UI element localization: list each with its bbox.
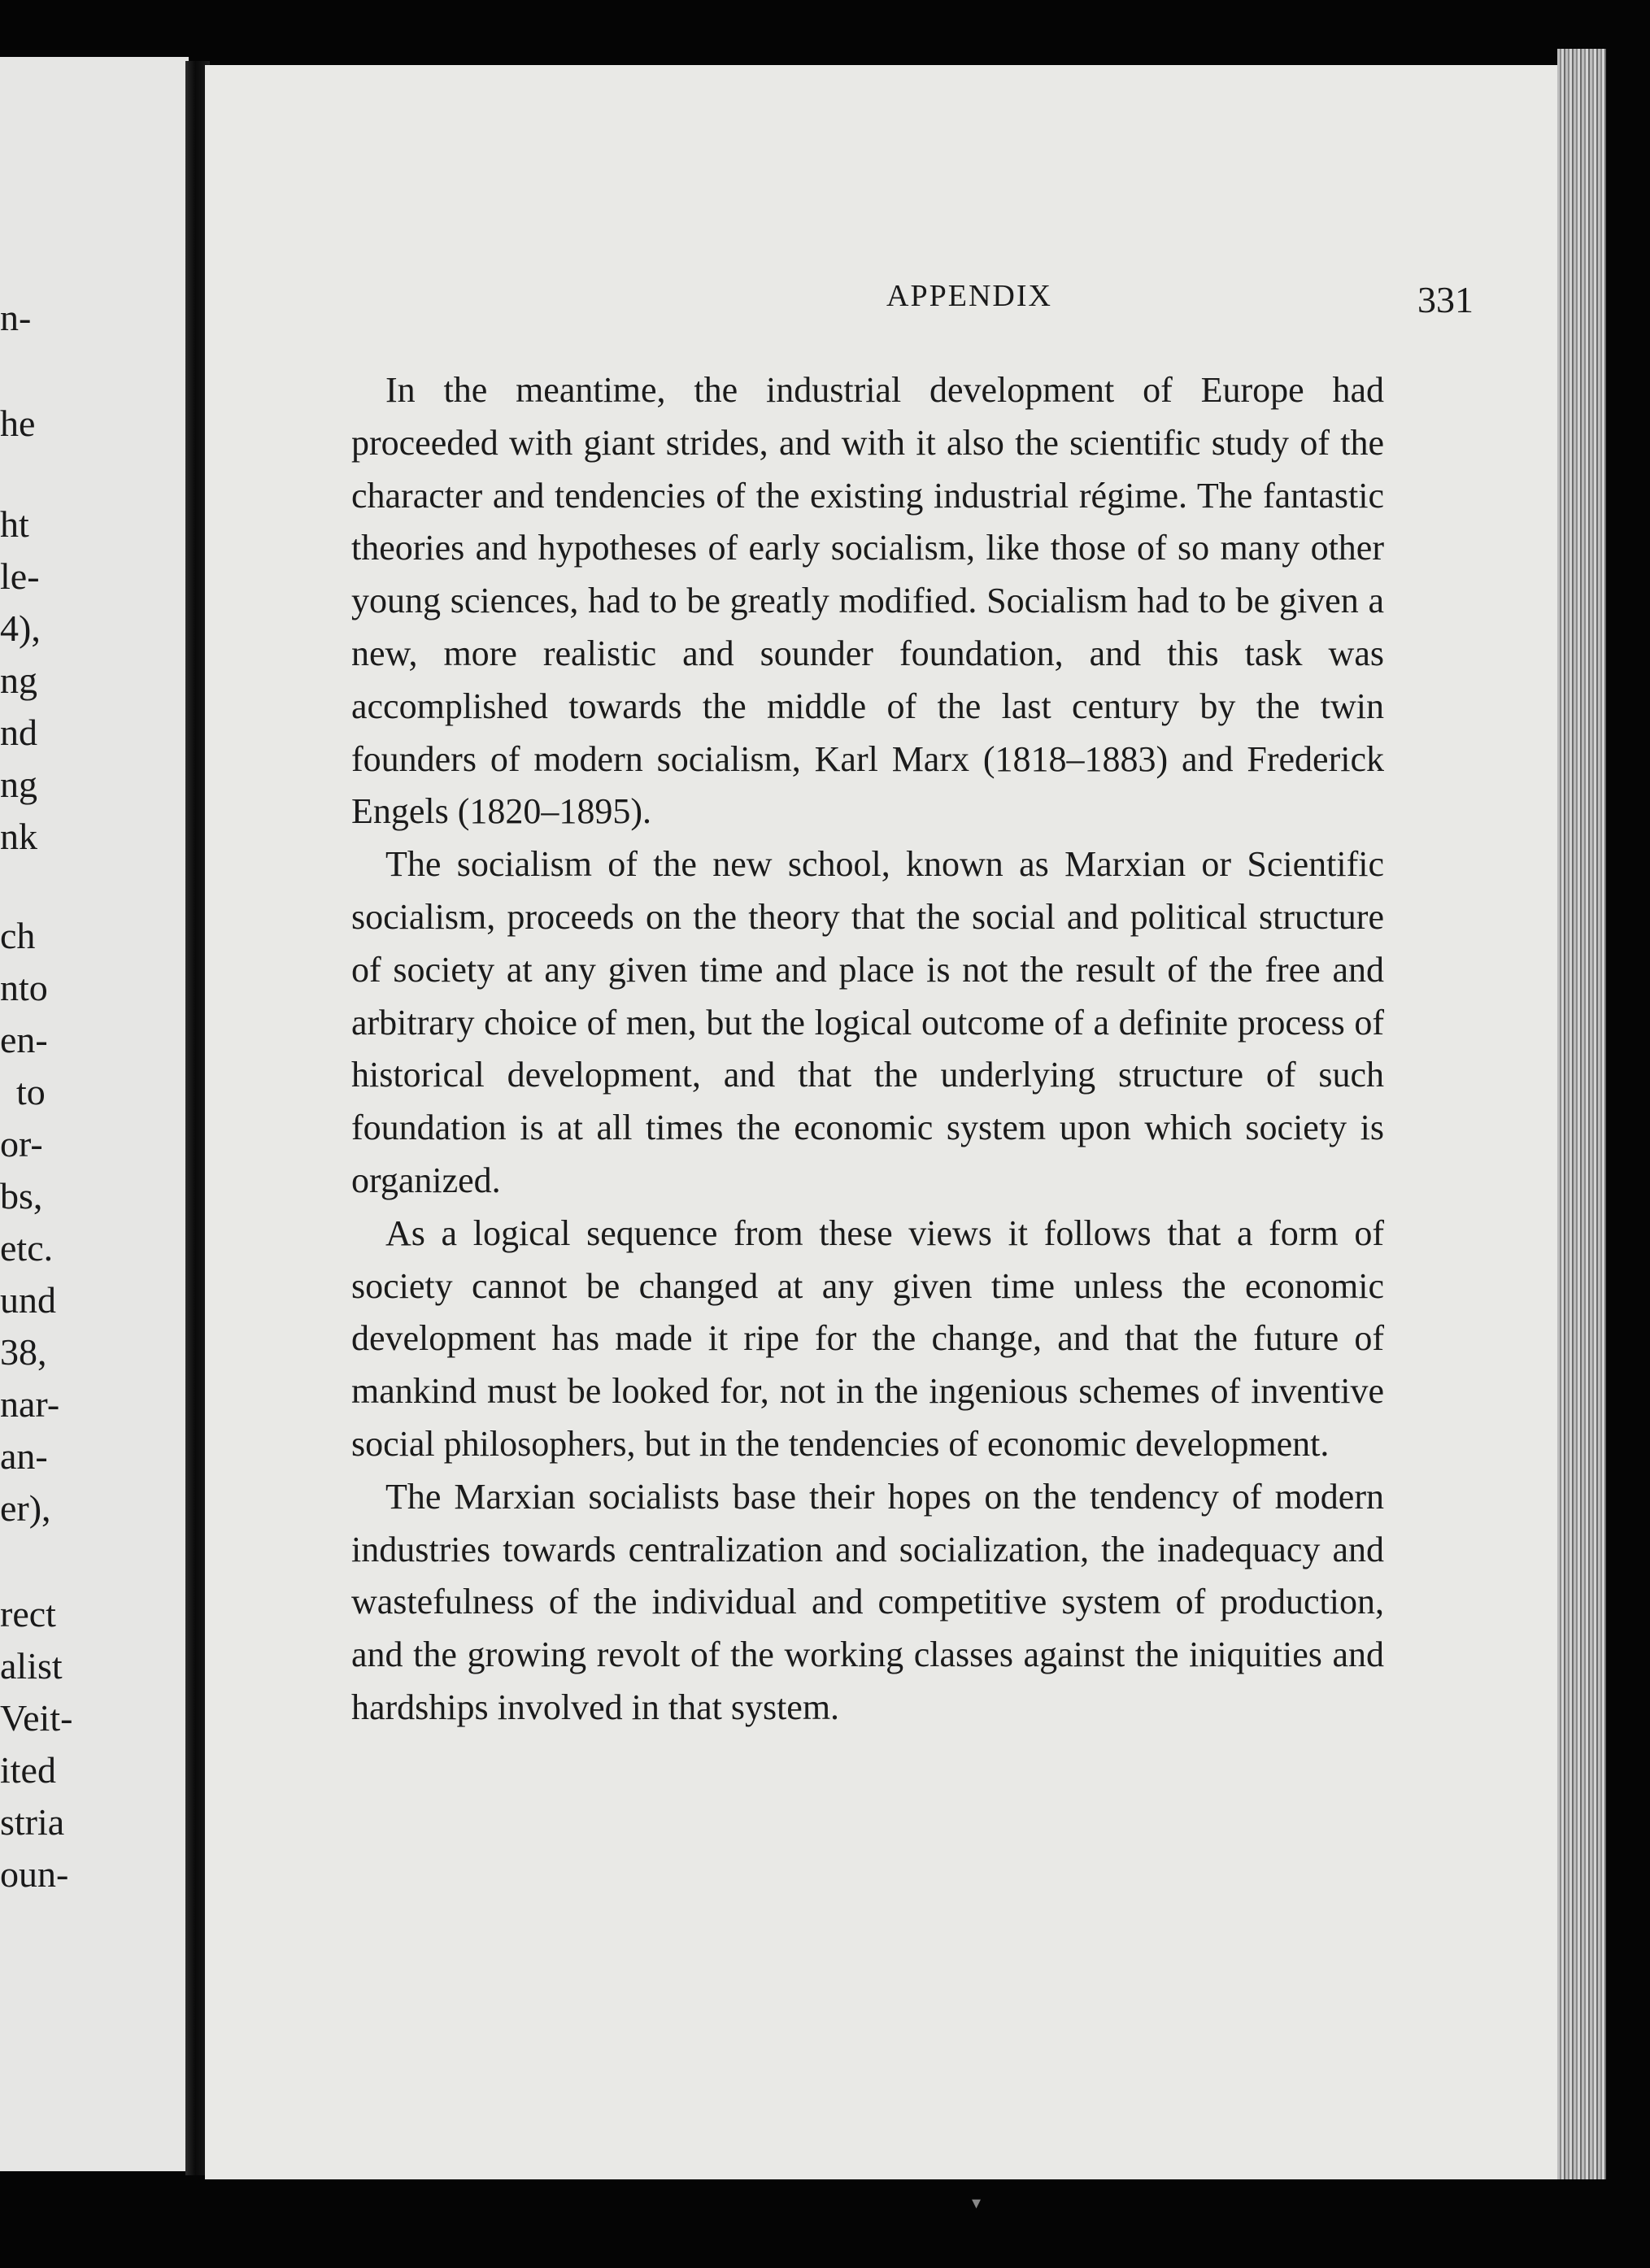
paragraph: The Marxian socialists base their hopes on the tendency of modern industries towards centralization and socialization, the inadequacy and wastefulness of the individual and competitive system of production, and the growing revolt of the working classes against the iniquities and hardships involved in that system. [351,1476,1384,1727]
left-page-line: 4), [0,607,41,649]
left-page-line: ht [0,503,29,545]
left-page-line: Veit- [0,1697,73,1739]
page-number: 331 [1417,279,1474,320]
left-page-line: 38, [0,1331,47,1373]
left-page-line: nd [0,712,37,753]
left-page-line: oun- [0,1853,69,1895]
paragraph: The socialism of the new school, known as Marxian or Scientific socialism, proceeds on the theory that the social and political structure of society at any given time and place is not the result of the free and arbitrary choice of men, but the logical outcome of a definite process of historical development, and that the underlying structure of such foundation is at all times the economic system upon which society is organized. [351,844,1384,1200]
page-edges [1557,49,1606,2179]
left-page-line: ited [0,1749,56,1791]
left-page-line: nar- [0,1383,60,1425]
paragraph: In the meantime, the industrial development of Europe had proceeded with giant strides, and with it also the scientific study of the character and tendencies of the existing industrial régime. The fantastic theories and hypotheses of early socialism, like those of so many other young sciences, had to be greatly modified. Socialism had to be given a new, more realistic and sounder foundation, and this task was accomplished towards the middle of the last century by the twin founders of modern socialism, Karl Marx (1818–1883) and Frederick Engels (1820–1895). [351,370,1384,832]
body-text [351,364,1384,1735]
right-page [205,65,1596,2179]
left-page-line: ng [0,764,37,805]
left-page-line: und [0,1279,56,1321]
scan-mark: ▾ [972,2192,982,2213]
left-page-line: n- [0,297,32,338]
running-head: APPENDIX [886,279,1052,313]
left-page-line: le- [0,555,40,597]
left-page [0,57,189,2171]
left-page-line: or- [0,1123,43,1164]
left-page-line: ng [0,660,37,701]
left-page-line: ch [0,915,36,956]
left-page-line: he [0,403,36,444]
left-page-line: to [16,1071,46,1112]
left-page-line: bs, [0,1175,43,1217]
left-page-line: etc. [0,1227,54,1269]
left-page-line: alist [0,1645,63,1687]
left-page-line: an- [0,1435,48,1477]
left-page-line: nto [0,967,48,1008]
left-page-line: er), [0,1487,51,1529]
left-page-line: en- [0,1019,48,1060]
left-page-line: rect [0,1593,56,1635]
left-page-line: stria [0,1801,65,1843]
left-page-line: nk [0,816,37,857]
paragraph: As a logical sequence from these views it follows that a form of society cannot be changed at any given time unless the economic development has made it ripe for the change, and that the future of mankind must be looked for, not in the ingenious schemes of inventive social philosophers, but in the tendencies of economic development. [351,1212,1384,1464]
